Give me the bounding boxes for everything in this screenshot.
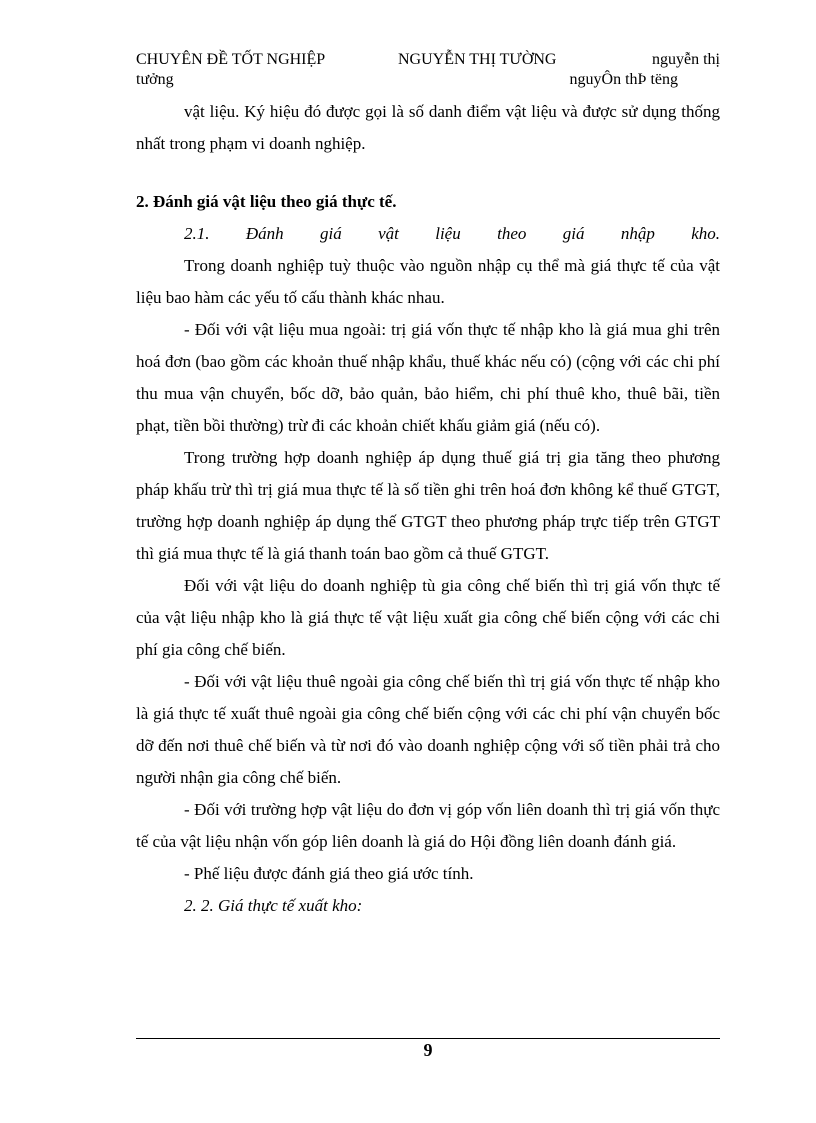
header-author-name: NGUYỄN THỊ TƯỜNG: [398, 51, 557, 68]
header-document-type: CHUYÊN ĐỀ TỐT NGHIỆP: [136, 51, 326, 68]
paragraph-body-4: Đối với vật liệu do doanh nghiệp tù gia công chế biến thì trị giá vốn thực tế của vật liệu nhập kho là giá thực tế vật liệu xuất gia công chế biến cộng với các chi phí gia công chế biến.: [136, 576, 720, 659]
paragraph-body-3: Trong trường hợp doanh nghiệp áp dụng thuế giá trị gia tăng theo phương pháp khấu trừ thì trị giá mua thực tế là số tiền ghi trên hoá đơn không kể thuế GTGT, trường hợp doanh nghiệp áp dụng thế GTGT theo phương pháp trực tiếp trên GTGT thì giá mua thực tế là giá thanh toán bao gồm cả thuế GTGT.: [136, 448, 720, 563]
paragraph-body-1: Trong doanh nghiệp tuỳ thuộc vào nguồn nhập cụ thể mà giá thực tế của vật liệu bao hàm các yếu tố cấu thành khác nhau.: [136, 256, 720, 307]
paragraph-body-6: - Đối với trường hợp vật liệu do đơn vị góp vốn liên doanh thì trị giá vốn thực tế của vật liệu nhận vốn góp liên doanh là giá do Hội đồng liên doanh đánh giá.: [136, 800, 720, 851]
section-heading: 2. Đánh giá vật liệu theo giá thực tế.: [136, 192, 397, 211]
paragraph-intro: vật liệu. Ký hiệu đó được gọi là số danh điểm vật liệu và được sử dụng thống nhất trong phạm vi doanh nghiệp.: [136, 102, 720, 153]
page-header-line-2: [136, 70, 720, 90]
subheading-2-1: 2.1. Đánh giá vật liệu theo giá nhập kho.: [184, 224, 720, 243]
header-author-name-wrap: tưởng: [136, 71, 174, 88]
document-body: [136, 96, 720, 922]
paragraph-body-5: - Đối với vật liệu thuê ngoài gia công chế biến thì trị giá vốn thực tế nhập kho là giá thực tế xuất thuê ngoài gia công chế biến cộng với các chi phí vận chuyển bốc dỡ đến nơi thuê chế biến và từ nơi đó vào doanh nghiệp cộng với số tiền phải trả cho người nhận gia công chế biến.: [136, 672, 720, 787]
paragraph-body-7: - Phế liệu được đánh giá theo giá ước tính.: [184, 864, 474, 883]
subheading-2-2: 2. 2. Giá thực tế xuất kho:: [184, 896, 363, 915]
footer-rule: [136, 1038, 720, 1039]
header-author-name-legacy-font: nguyÔn thÞ tëng: [569, 71, 678, 88]
header-author-name-lowercase: nguyễn thị: [652, 51, 720, 68]
page-number: 9: [423, 1040, 433, 1060]
page-header-line-1: [136, 50, 720, 70]
paragraph-body-2: - Đối với vật liệu mua ngoài: trị giá vốn thực tế nhập kho là giá mua ghi trên hoá đơn (bao gồm các khoản thuế nhập khẩu, thuế khác nếu có) (cộng với các chi phí thu mua vận chuyển, bốc dỡ, bảo quản, bảo hiểm, chi phí thuê kho, thuê bãi, tiền phạt, tiền bồi thường) trừ đi các khoản chiết khấu giảm giá (nếu có).: [136, 320, 720, 435]
